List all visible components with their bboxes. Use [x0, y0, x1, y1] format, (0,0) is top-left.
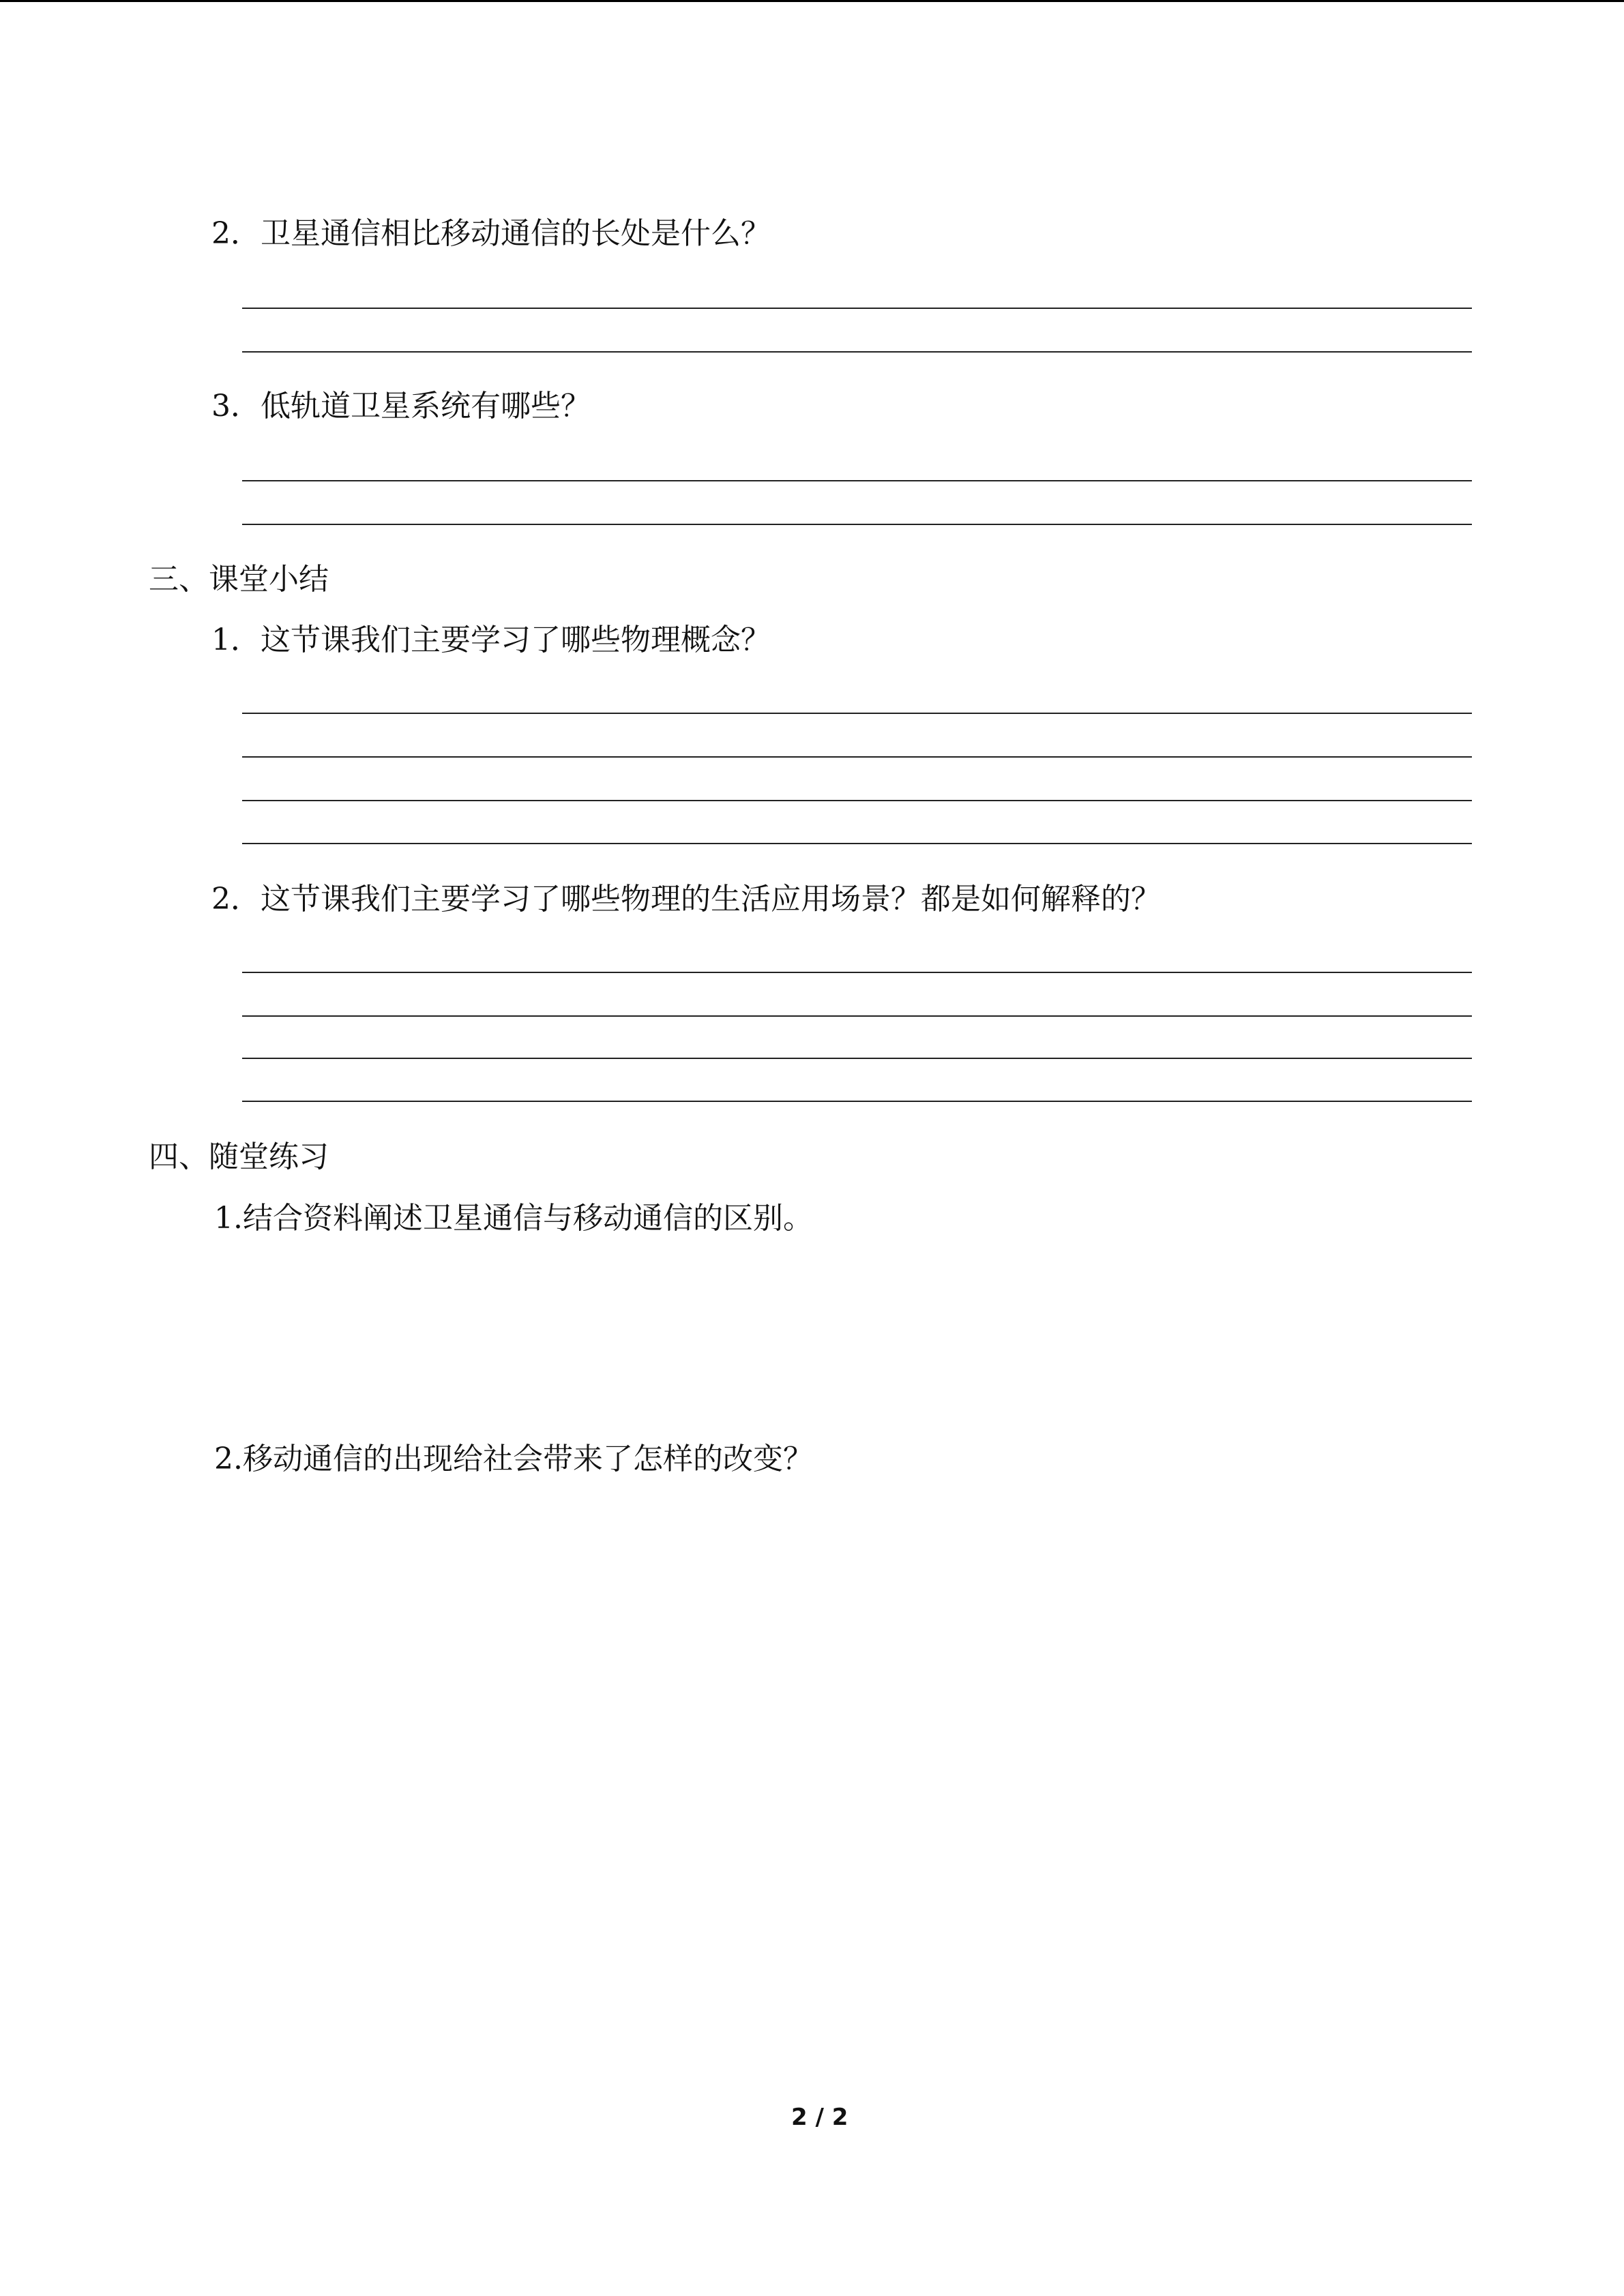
answer-line[interactable]: [242, 972, 1472, 973]
page-number: 2 / 2: [791, 2104, 848, 2131]
answer-line[interactable]: [242, 843, 1472, 844]
answer-line[interactable]: [242, 308, 1472, 309]
question-satellite-advantage: 2．卫星通信相比移动通信的长处是什么？: [211, 216, 771, 251]
answer-line[interactable]: [242, 1101, 1472, 1102]
section-heading-summary: 三、课堂小结: [149, 562, 329, 597]
summary-question-1: 1．这节课我们主要学习了哪些物理概念？: [211, 623, 771, 657]
practice-question-2: 2.移动通信的出现给社会带来了怎样的改变？: [214, 1442, 813, 1476]
answer-line[interactable]: [242, 524, 1472, 525]
answer-line[interactable]: [242, 1015, 1472, 1017]
answer-line[interactable]: [242, 351, 1472, 353]
answer-line[interactable]: [242, 480, 1472, 481]
question-leo-systems: 3．低轨道卫星系统有哪些？: [211, 389, 591, 423]
answer-line[interactable]: [242, 1058, 1472, 1059]
practice-question-1: 1.结合资料阐述卫星通信与移动通信的区别。: [214, 1201, 813, 1236]
answer-line[interactable]: [242, 800, 1472, 801]
answer-line[interactable]: [242, 756, 1472, 758]
answer-line[interactable]: [242, 713, 1472, 714]
page-top-border: [0, 0, 1624, 2]
section-heading-practice: 四、随堂练习: [149, 1139, 329, 1174]
summary-question-2: 2．这节课我们主要学习了哪些物理的生活应用场景？都是如何解释的？: [211, 882, 1161, 916]
